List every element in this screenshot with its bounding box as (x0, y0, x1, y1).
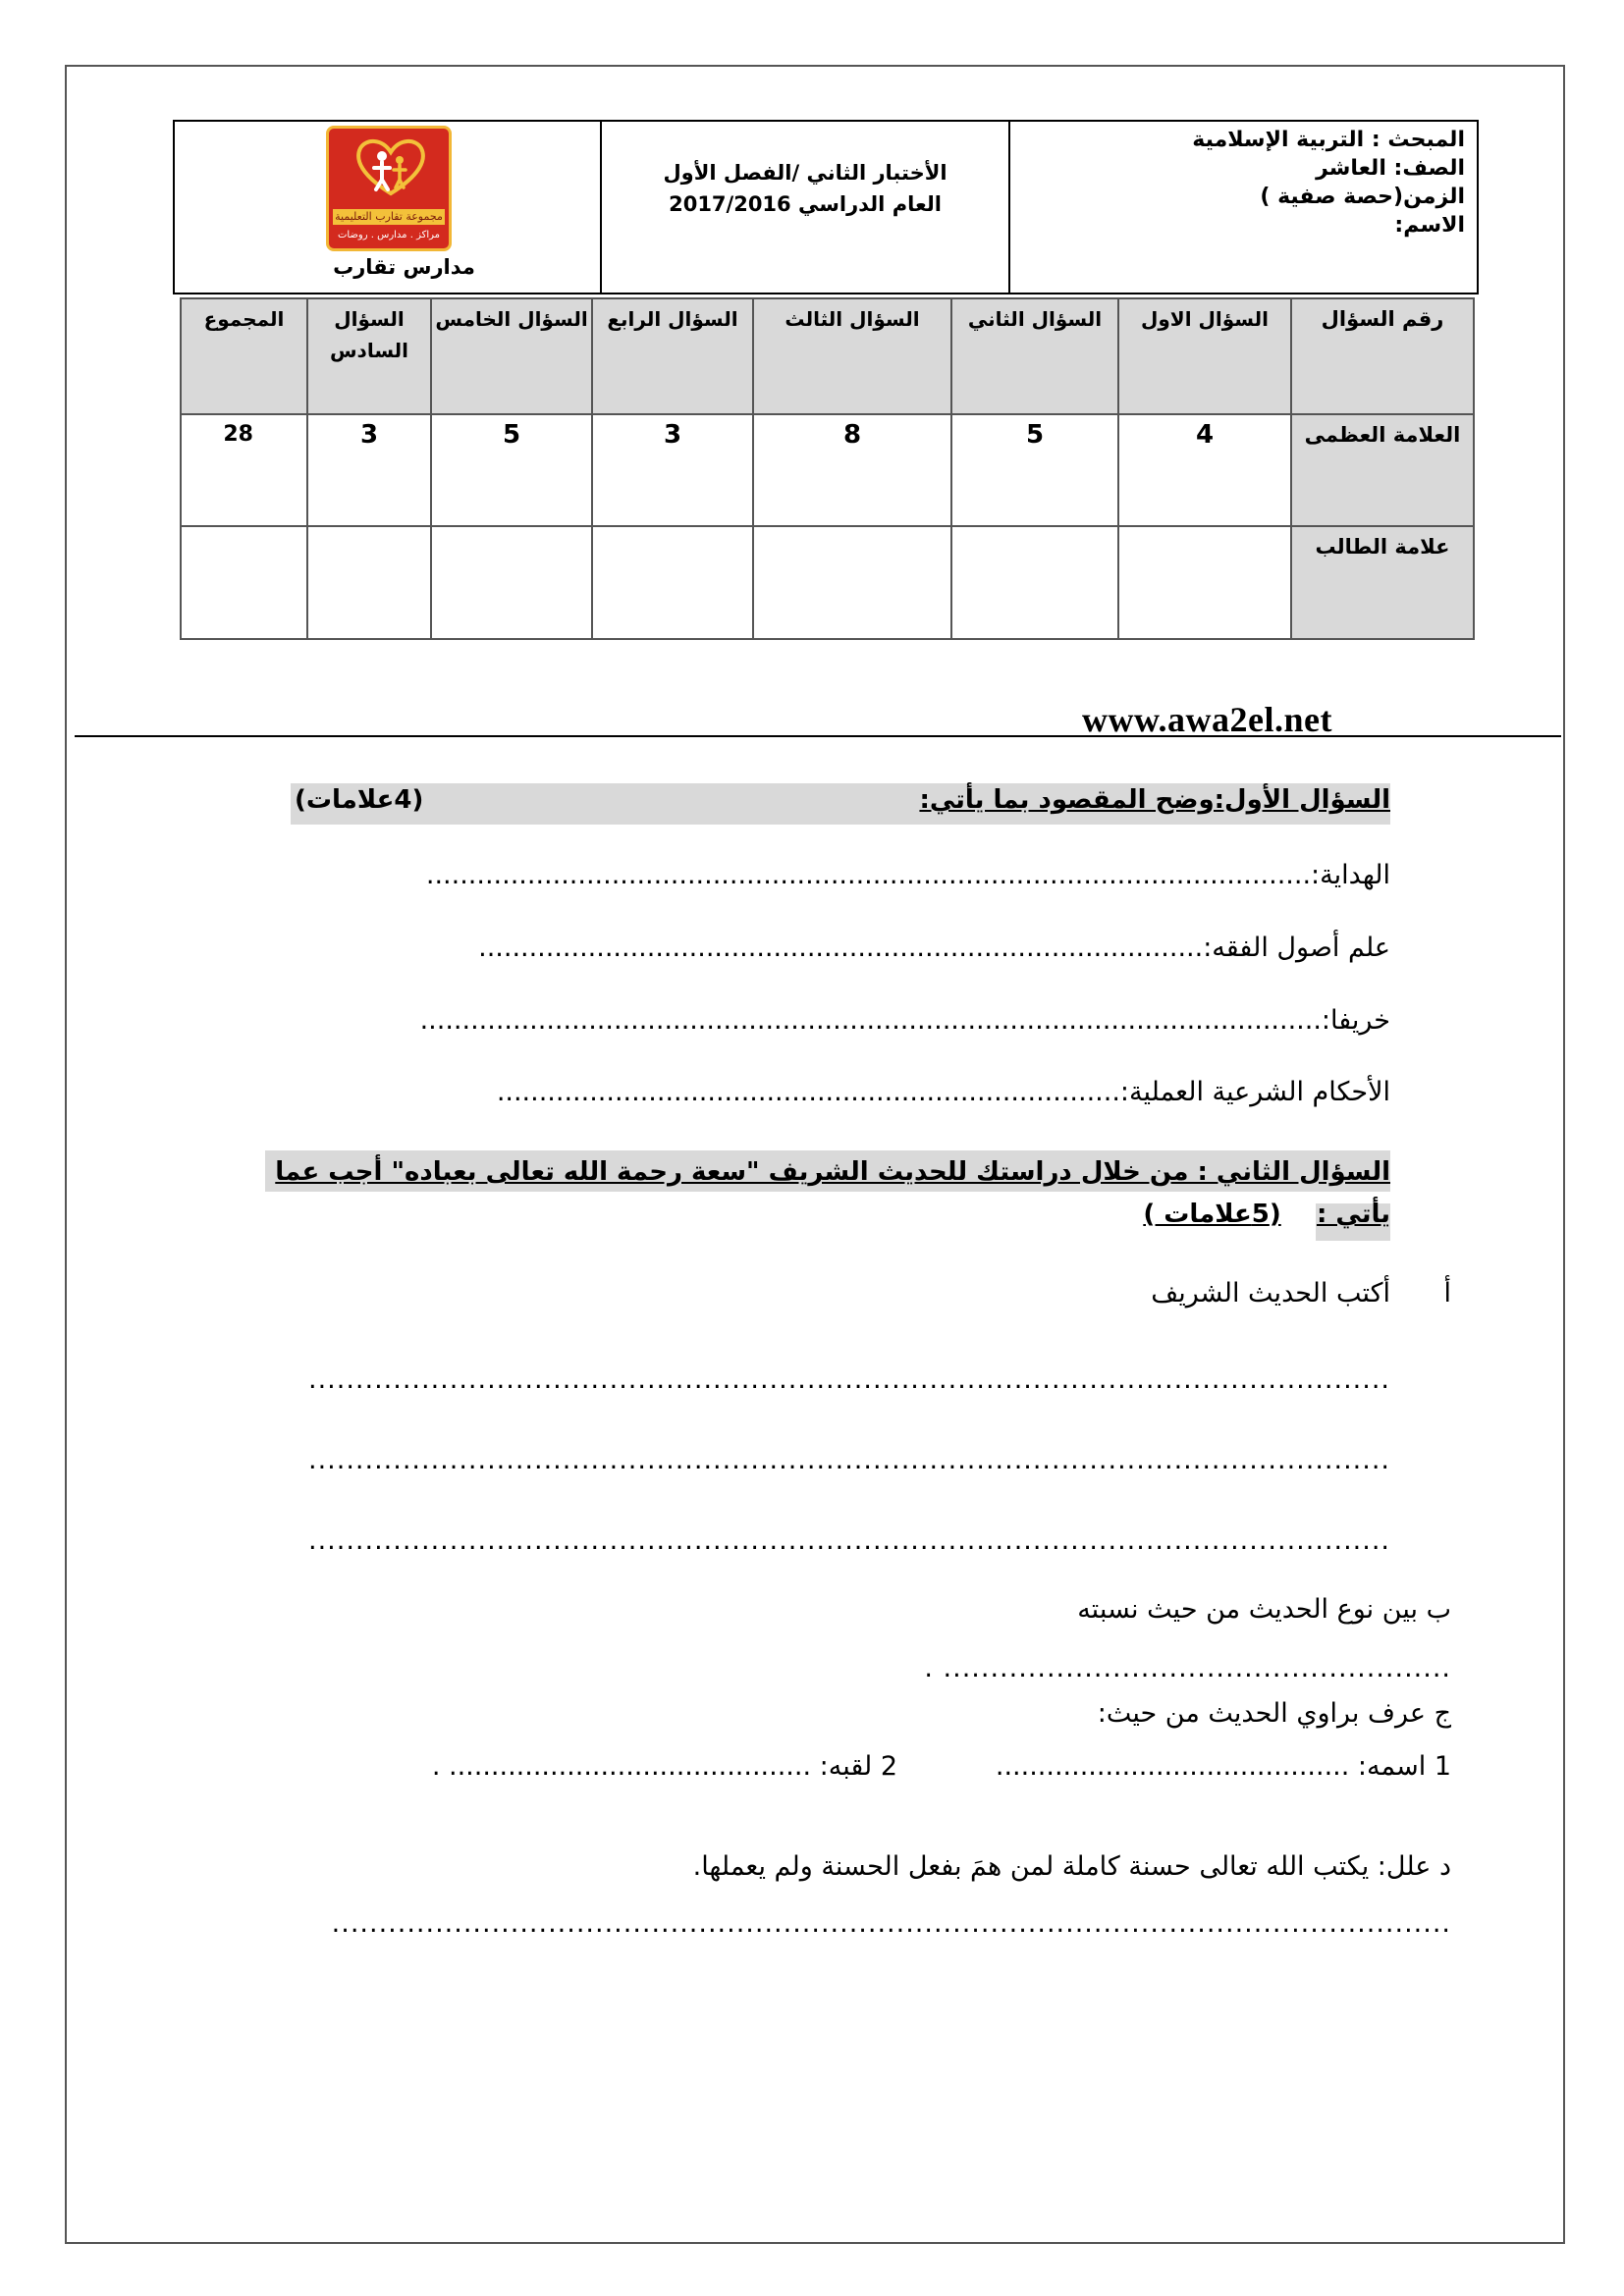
q2c-item: 1 اسمه: .......................................... (995, 1751, 1451, 1782)
answer-line: ................................................................................................................... (308, 1445, 1390, 1475)
q2-title-line2 (1143, 1200, 1390, 1229)
table-header-cell: السؤال الاول (1118, 298, 1291, 414)
student-mark-cell[interactable] (951, 526, 1118, 639)
max-mark-cell: 5 (951, 414, 1118, 526)
table-header-cell: رقم السؤال (1291, 298, 1474, 414)
max-marks-label: العلامة العظمى (1291, 414, 1474, 526)
table-row (181, 526, 1474, 639)
student-mark-cell[interactable] (592, 526, 753, 639)
grade-label: الصف: العاشر (1316, 156, 1465, 181)
answer-line: ................................................................................................................... (308, 1525, 1390, 1556)
exam-header (173, 120, 1479, 294)
answer-line: ................................................................................................................... (308, 1364, 1390, 1395)
table-header-cell: السؤال السادس (307, 298, 431, 414)
student-mark-cell[interactable] (1118, 526, 1291, 639)
table-row (181, 414, 1474, 526)
table-header-cell: السؤال الثاني (951, 298, 1118, 414)
q1-item: الأحكام الشرعية العملية:.......................................................................... (496, 1077, 1390, 1107)
answer-line: ...................................................... . (924, 1653, 1451, 1683)
academic-year: العام الدراسي 2017/2016 (669, 192, 942, 216)
total-mark-cell: 28 (181, 414, 307, 526)
heart-people-icon (352, 136, 429, 197)
exam-title: الأختبار الثاني /الفصل الأول (663, 161, 947, 185)
q2-title: السؤال الثاني : من خلال دراستك للحديث الشريف "سعة رحمة الله تعالى بعباده" أجب عما (275, 1157, 1390, 1187)
q1-marks: (4علامات) (295, 785, 424, 815)
q1-item: علم أصول الفقه:...................................................................................... (478, 933, 1390, 963)
table-header-cell: السؤال الثالث (753, 298, 951, 414)
q2d-text: د علل: يكتب الله تعالى حسنة كاملة لمن همَ بفعل الحسنة ولم يعملها. (692, 1851, 1451, 1882)
student-mark-cell[interactable] (431, 526, 592, 639)
q1-title: السؤال الأول:وضح المقصود بما يأتي: (919, 785, 1390, 815)
student-info (1010, 122, 1477, 293)
website-link[interactable]: www.awa2el.net (1082, 700, 1332, 739)
max-mark-cell: 5 (431, 414, 592, 526)
table-header-row (181, 298, 1474, 414)
max-mark-cell: 4 (1118, 414, 1291, 526)
q2c-item: 2 لقبه: ........................................... . (431, 1751, 897, 1782)
divider-line (75, 735, 1561, 737)
student-mark-label: علامة الطالب (1291, 526, 1474, 639)
school-name: مدارس تقارب (333, 255, 475, 279)
q2b-text: ب بين نوع الحديث من حيث نسبته (1077, 1594, 1451, 1625)
grades-table (180, 297, 1475, 640)
school-logo-area (175, 122, 604, 293)
q2a-letter: أ (1443, 1278, 1451, 1308)
q2c-text: ج عرف براوي الحديث من حيث: (1097, 1698, 1451, 1729)
name-label: الاسم: (1394, 213, 1465, 238)
max-mark-cell: 8 (753, 414, 951, 526)
table-header-cell: السؤال الرابع (592, 298, 753, 414)
max-mark-cell: 3 (307, 414, 431, 526)
student-mark-cell[interactable] (753, 526, 951, 639)
q2-title-cont: يأتي : (1316, 1200, 1390, 1229)
table-header-cell: السؤال الخامس (431, 298, 592, 414)
max-mark-cell: 3 (592, 414, 753, 526)
q1-item: خريفا:........................................................................................................... (419, 1005, 1390, 1036)
logo-text: مجموعة تقارب التعليمية (333, 209, 445, 225)
subject-label: المبحث : التربية الإسلامية (1192, 128, 1465, 152)
q2-marks: (5علامات ) (1143, 1200, 1281, 1229)
school-logo (326, 126, 452, 251)
q1-item: الهداية:......................................................................................................... (425, 860, 1390, 890)
student-mark-cell[interactable] (307, 526, 431, 639)
student-mark-cell[interactable] (181, 526, 307, 639)
logo-subtext: مراكز . مدارس . روضات (337, 230, 441, 240)
answer-line: ....................................................................................................................... (331, 1908, 1451, 1939)
table-header-cell: المجموع (181, 298, 307, 414)
time-label: الزمن(حصة صفية ) (1260, 185, 1465, 209)
q2a-text: أكتب الحديث الشريف (1151, 1278, 1390, 1308)
exam-info (600, 122, 1010, 293)
